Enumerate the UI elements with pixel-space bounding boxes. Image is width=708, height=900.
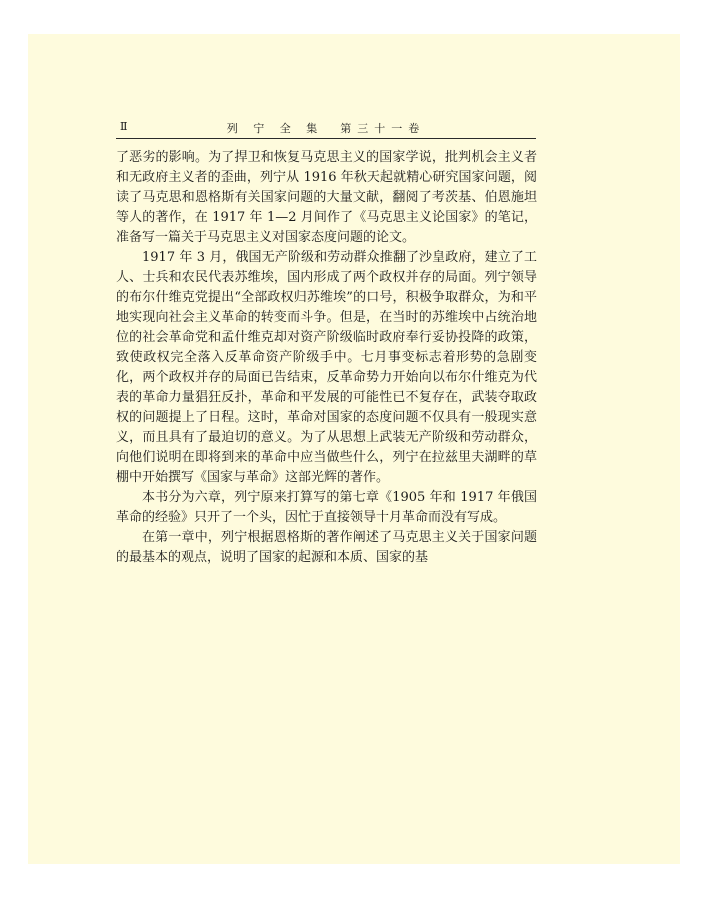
page-number: Ⅱ bbox=[120, 120, 128, 133]
paragraph: 1917 年 3 月，俄国无产阶级和劳动群众推翻了沙皇政府，建立了工人、士兵和农民代表苏维埃，国内形成了两个政权并存的局面。列宁领导的布尔什维克党提出“全部政权归苏维埃”的口号，积极争取群众，为和平地实现向社会主义革命的转变而斗争。但是，在当时的苏维埃中占统治地位的社会革命党和孟什维克却对资产阶级临时政府奉行妥协投降的政策，致使政权完全落入反革命资产阶级手中。七月事变标志着形势的急剧变化，两个政权并存的局面已告结束，反革命势力开始向以布尔什维克为代表的革命力量猖狂反扑，革命和平发展的可能性已不复存在，武装夺取政权的问题提上了日程。这时，革命对国家的态度问题不仅具有一般现实意义，而且具有了最迫切的意义。为了从思想上武装无产阶级和劳动群众，向他们说明在即将到来的革命中应当做些什么，列宁在拉兹里夫湖畔的草棚中开始撰写《国家与革命》这部光辉的著作。 bbox=[116, 250, 537, 485]
paragraph-continued: 了恶劣的影响。为了捍卫和恢复马克思主义的国家学说，批判机会主义者和无政府主义者的歪曲，列宁从 1916 年秋天起就精心研究国家问题，阅读了马克思和恩格斯有关国家问题的大量文献，翻阅了考茨基、伯恩施坦等人的著作，在 1917 年 1—2 月间作了《马克思主义论国家》的笔记，准备写一篇关于马克思主义对国家态度问题的论文。 bbox=[116, 150, 537, 245]
body-text bbox=[116, 148, 537, 568]
paragraph: 在第一章中，列宁根据恩格斯的著作阐述了马克思主义关于国家问题的最基本的观点，说明了国家的起源和本质、国家的基 bbox=[116, 530, 537, 565]
paragraph: 本书分为六章，列宁原来打算写的第七章《1905 年和 1917 年俄国革命的经验》只开了一个头，因忙于直接领导十月革命而没有写成。 bbox=[116, 490, 537, 525]
book-title: 列 宁 全 集 第三十一卷 bbox=[226, 122, 426, 135]
running-head bbox=[116, 118, 536, 139]
